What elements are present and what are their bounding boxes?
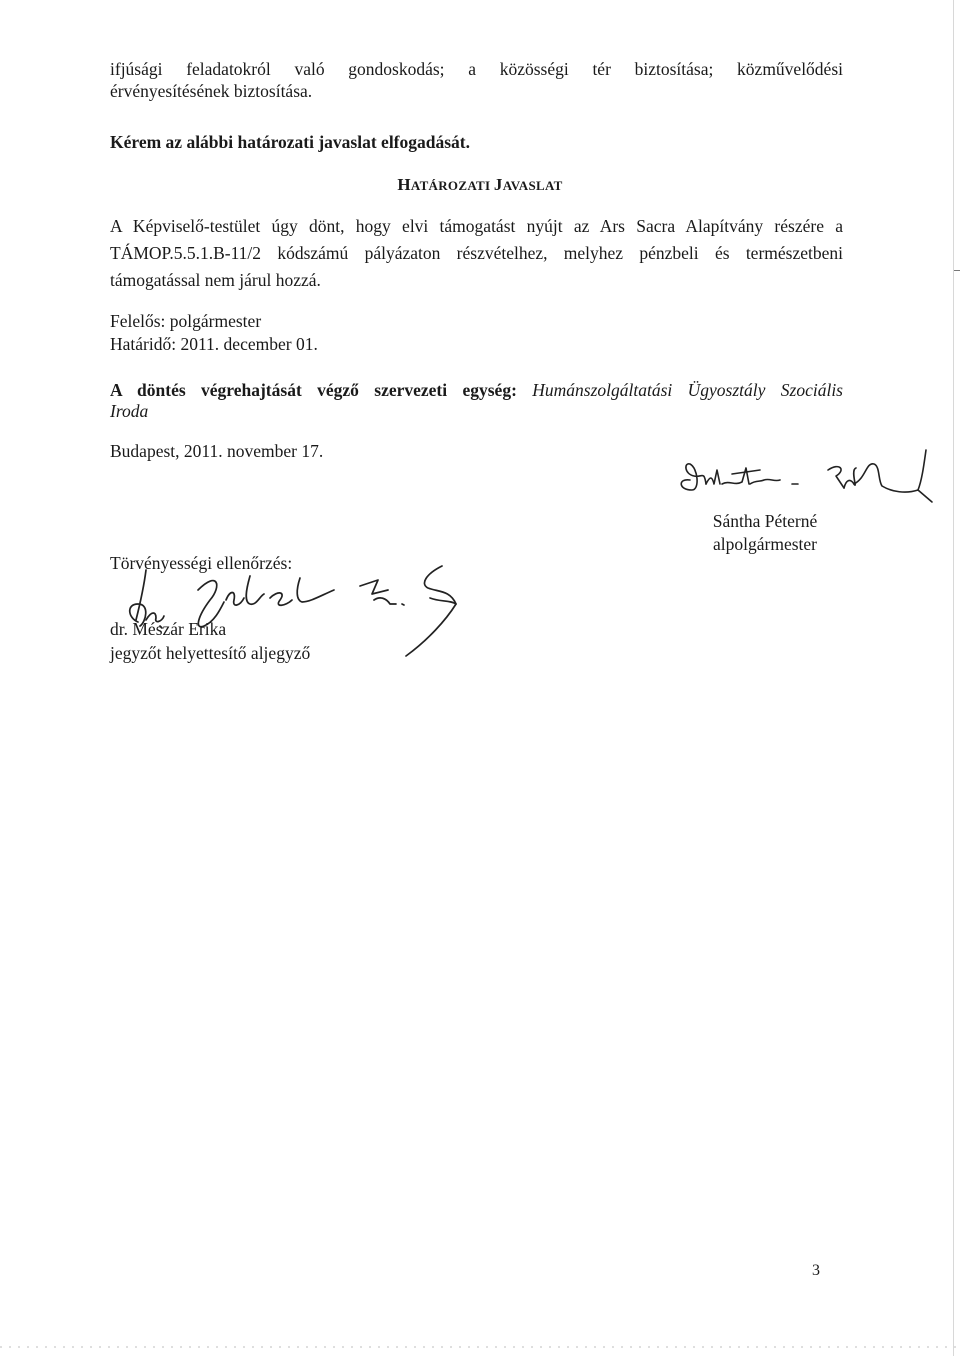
signer1-title: alpolgármester [713, 534, 817, 554]
exec-unit-line-1 [110, 379, 843, 401]
page-number: 3 [812, 1262, 820, 1279]
exec-unit-line-2: Iroda [110, 401, 149, 421]
responsible-line: Felelős: polgármester [110, 311, 262, 331]
signer1-name: Sántha Péterné [712, 511, 818, 531]
scan-edge-line [953, 0, 954, 1356]
exec-label: A döntés végrehajtását végző szervezeti egység: [110, 380, 517, 400]
signer2-title: jegyzőt helyettesítő aljegyző [110, 643, 311, 663]
intro-line-1: ifjúsági feladatokról való gondoskodás; a közösségi tér biztosítása; közművelődési [110, 59, 843, 79]
resolution-line-1: A Képviselő-testület úgy dönt, hogy elvi támogatást nyújt az Ars Sacra Alapítvány részére a [110, 216, 843, 236]
scan-edge-tick [954, 270, 960, 271]
request-sentence: Kérem az alábbi határozati javaslat elfogadását. [110, 132, 471, 152]
resolution-line-2: TÁMOP.5.5.1.B-11/2 kódszámú pályázaton részvételhez, melyhez pénzbeli és természetbeni [110, 243, 843, 263]
signer2-name: dr. Mészár Erika [110, 619, 227, 639]
resolution-line-3: támogatással nem járul hozzá. [110, 270, 321, 290]
legality-label: Törvényességi ellenőrzés: [110, 553, 293, 573]
intro-line-2: érvényesítésének biztosítása. [110, 81, 313, 101]
signature-santha-icon [670, 440, 940, 520]
place-date: Budapest, 2011. november 17. [110, 441, 324, 461]
scan-bottom-artifact [0, 1346, 960, 1348]
deadline-line: Határidő: 2011. december 01. [110, 334, 318, 354]
resolution-heading: HATÁROZATI JAVASLAT [397, 175, 563, 194]
exec-unit: Humánszolgáltatási Ügyosztály Szociális [532, 380, 843, 400]
